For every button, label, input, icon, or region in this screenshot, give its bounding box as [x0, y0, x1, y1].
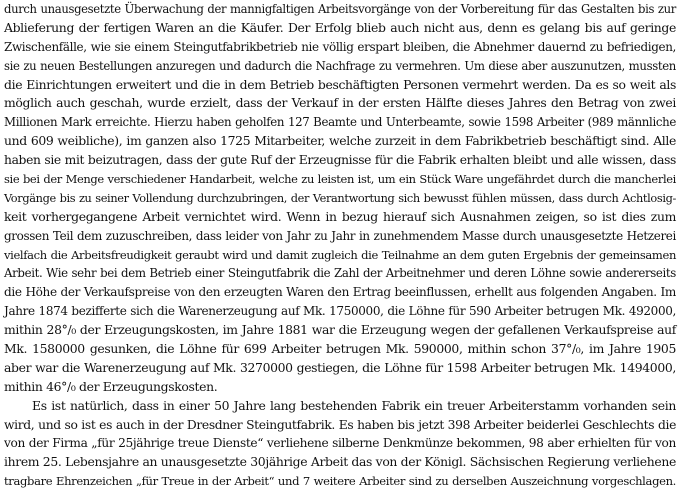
- text-line-26: tragbare Ehrenzeichen „für Treue in der Arbeit“ und 7 weitere Arbeiter sind zu derselben Auszeichnung vorgeschlagen.: [4, 474, 676, 489]
- text-line-7: Millionen Mark erreichte. Hierzu haben geholfen 127 Beamte und Unterbeamte, sowie 1598 Arbeiter (989 männliche: [4, 115, 676, 130]
- text-line-5: die Einrichtungen erweitert und die in dem Betrieb beschäftigten Personen vermehrt werden. Da es so weit als: [4, 76, 676, 92]
- text-line-9: haben sie mit beizutragen, dass der gute Ruf der Erzeugnisse für die Fabrik erhalten bleibt und alle wissen, dass: [4, 153, 676, 168]
- text-line-18: mithin 28°/₀ der Erzeugungskosten, im Jahre 1881 war die Erzeugung wegen der gefallenen Verkaufspreise auf: [4, 322, 676, 338]
- text-line-3: Zwischenfälle, wie sie einem Steingutfabrikbetrieb nie völlig erspart bleiben, die Abnehmer dauernd zu befriedigen,: [4, 39, 676, 54]
- text-line-24: von der Firma „für 25jährige treue Dienste“ verliehene silberne Denkmünze bekommen, 98 aber erhielten für von: [4, 436, 676, 451]
- text-line-13: grossen Teil dem zuzuschreiben, dass leider von Jahr zu Jahr in zunehmendem Masse durch unausgesetzte Hetzerei: [4, 228, 676, 243]
- text-line-21: mithin 46°/₀ der Erzeugungskosten.: [4, 378, 218, 394]
- text-line-22: Es ist natürlich, dass in einer 50 Jahre lang bestehenden Fabrik ein treuer Arbeiterstamm vorhanden sein: [32, 397, 676, 413]
- text-line-25: ihrem 25. Lebensjahre an unausgesetzte 30jährige Arbeit das von der Königl. Sächsischen Regierung verliehene: [4, 454, 676, 470]
- text-line-23: wird, und so ist es auch in der Dresdner Steingutfabrik. Es haben bis jetzt 398 Arbeiter beiderlei Geschlechts die: [4, 417, 676, 432]
- text-line-1: durch unausgesetzte Überwachung der mannigfaltigen Arbeitsvorgänge von der Vorbereitung für das Gestalten bis zur: [4, 2, 676, 16]
- text-line-2: Ablieferung der fertigen Waren an die Käufer. Der Erfolg blieb auch nicht aus, denn es gelang bis auf geringe: [4, 19, 676, 35]
- text-line-19: Mk. 1580000 gesunken, die Löhne für 699 Arbeiter betrugen Mk. 590000, mithin schon 37°/₀, im Jahre 1905: [4, 341, 676, 357]
- text-line-12: keit vorhergegangene Arbeit vernichtet wird. Wenn in bezug hierauf sich Ausnahmen zeigen, so ist dies zum: [4, 208, 676, 224]
- text-line-10: sie bei der Menge verschiedener Handarbeit, welche zu leisten ist, um ein Stück Ware ungefährdet durch die mancherlei: [4, 172, 676, 187]
- text-line-15: Arbeit. Wie sehr bei dem Betrieb einer Steingutfabrik die Zahl der Arbeitnehmer und deren Löhne sowie andererseits: [4, 266, 676, 281]
- text-line-11: Vorgänge bis zu seiner Vollendung durchzubringen, der Verantwortung sich bewusst fühlen müssen, dass durch Achtlosig-: [4, 190, 676, 205]
- text-line-17: Jahre 1874 bezifferte sich die Warenerzeugung auf Mk. 1750000, die Löhne für 590 Arbeiter betrugen Mk. 492000,: [4, 304, 676, 319]
- text-line-8: und 609 weibliche), im ganzen also 1725 Mitarbeiter, welche zurzeit in dem Fabrikbetrieb beschäftigt sind. Alle: [4, 133, 676, 149]
- text-line-4: sie zu neuen Bestellungen anzuregen und dadurch die Nachfrage zu vermehren. Um diese aber auszunutzen, mussten: [4, 58, 676, 73]
- text-line-14: vielfach die Arbeitsfreudigkeit geraubt wird und damit zugleich die Teilnahme an dem guten Ergebnis der gemeinsamen: [4, 247, 676, 262]
- text-line-20: aber war die Warenerzeugung auf Mk. 3270000 gestiegen, die Löhne für 1598 Arbeiter betrugen Mk. 1494000,: [4, 359, 676, 375]
- text-line-16: die Höhe der Verkaufspreise von den erzeugten Waren den Ertrag beeinflussen, erhellt aus folgenden Angaben. Im: [4, 285, 676, 300]
- text-line-6: möglich auch geschah, wurde erzielt, dass der Verkauf in der ersten Hälfte dieses Jahres den Betrag von zwei: [4, 95, 676, 111]
- document-page: [4, 0, 676, 489]
